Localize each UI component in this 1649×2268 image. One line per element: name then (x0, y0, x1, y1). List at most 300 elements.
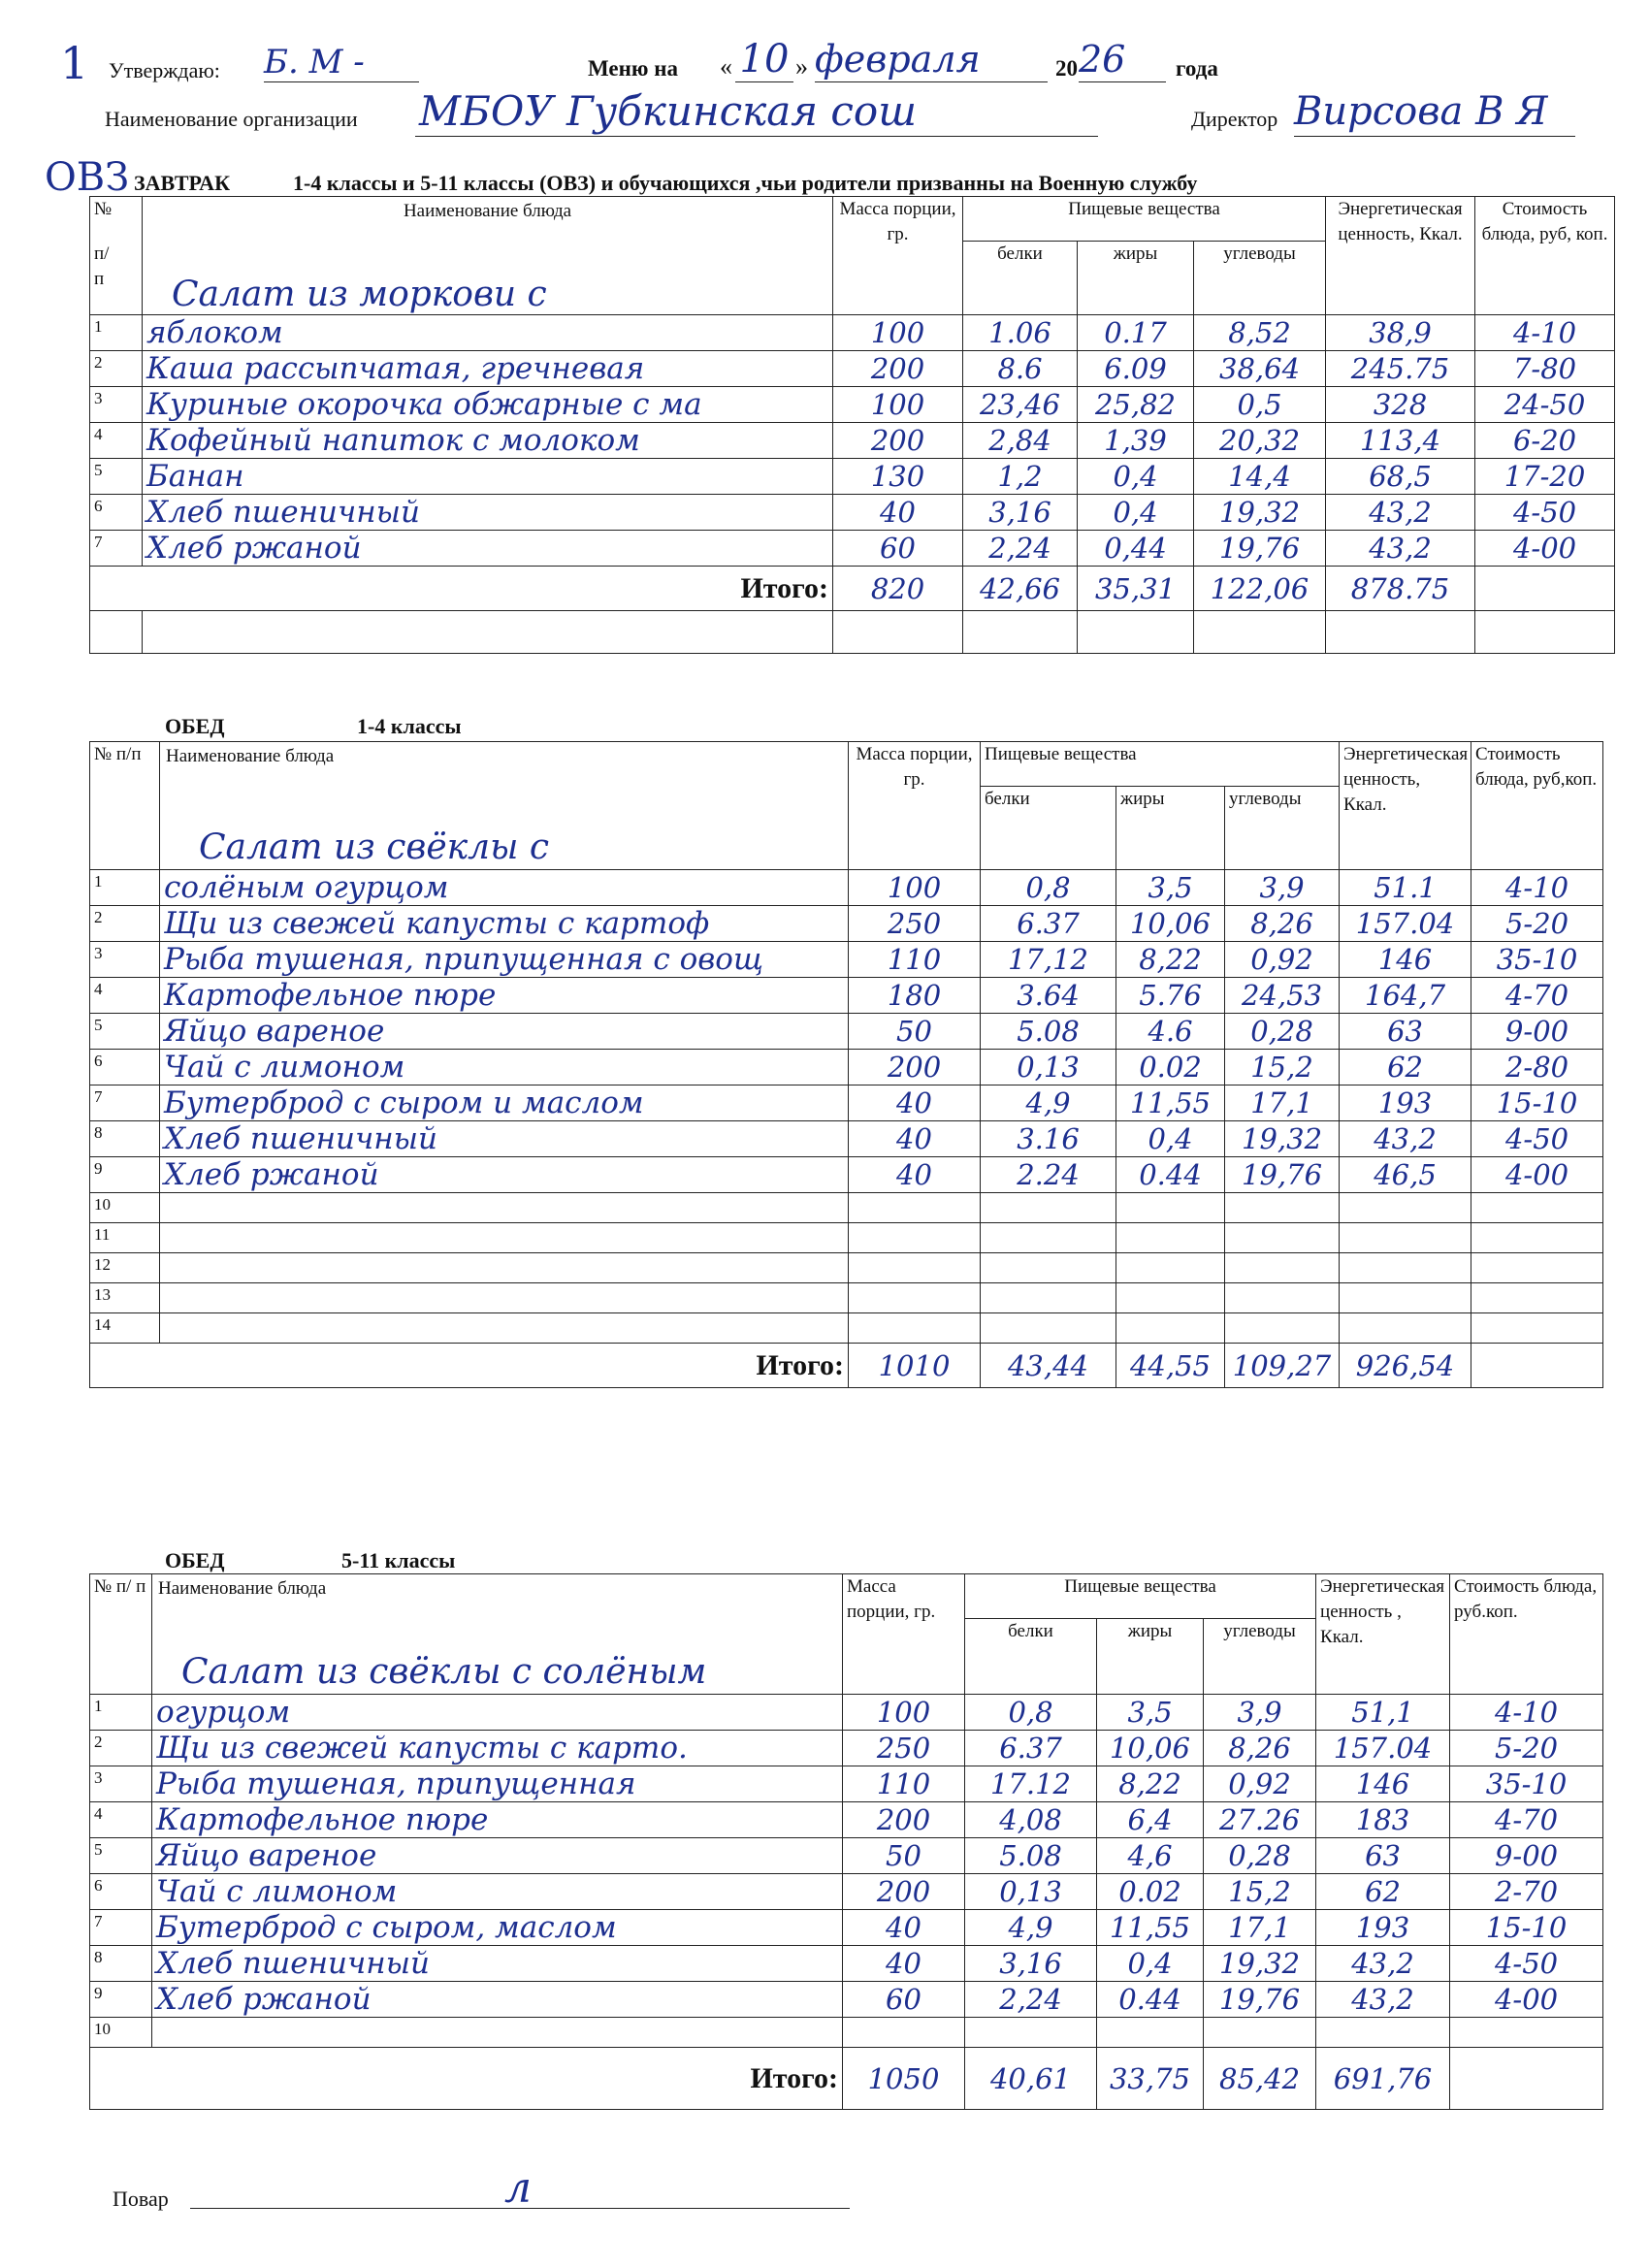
protein-value: 4,9 (965, 1910, 1097, 1946)
fat-value (1116, 1193, 1225, 1223)
table-row (90, 1121, 1603, 1157)
mass-value: 200 (843, 1874, 965, 1910)
table-row (90, 1802, 1603, 1838)
lunch-senior-subtitle: 5-11 классы (341, 1548, 456, 1572)
dish-name: Хлеб ржаной (152, 1982, 843, 2018)
row-number: 10 (90, 1193, 160, 1223)
row-number: 4 (90, 978, 160, 1014)
total-protein: 42,66 (963, 567, 1078, 611)
row-number: 3 (90, 942, 160, 978)
protein-value: 6.37 (981, 906, 1116, 942)
dish-name (160, 1283, 849, 1313)
row-number: 4 (90, 423, 143, 459)
protein-value: 1,2 (963, 459, 1078, 495)
cook-label: Повар (113, 2187, 169, 2211)
table-row (90, 351, 1615, 387)
fat-value: 6.09 (1078, 351, 1194, 387)
dish-name: Куриные окорочка обжарные с ма (143, 387, 833, 423)
cost-value: 5-20 (1471, 906, 1603, 942)
fat-value: 0,4 (1116, 1121, 1225, 1157)
row-number: 12 (90, 1253, 160, 1283)
mass-value: 100 (849, 870, 981, 906)
ovz-mark: ОВЗ (45, 155, 130, 200)
dish-name: Картофельное пюре (152, 1802, 843, 1838)
dish-name: Бутерброд с сыром, маслом (152, 1910, 843, 1946)
approve-label: Утверждаю: (109, 58, 220, 82)
mass-value: 100 (843, 1695, 965, 1731)
menu-month: февраля (815, 37, 1048, 82)
energy-value: 245.75 (1326, 351, 1475, 387)
name-header: Наименование блюда Салат из свёклы с (160, 742, 849, 870)
mass-value: 40 (843, 1910, 965, 1946)
energy-value: 193 (1316, 1910, 1450, 1946)
num-header: № п/ п (90, 1574, 152, 1695)
energy-header: Энергетическая ценность, Ккал. (1326, 197, 1475, 315)
table-row (90, 1910, 1603, 1946)
protein-value: 3,16 (963, 495, 1078, 531)
carbs-value (1204, 2018, 1316, 2048)
energy-value: 62 (1340, 1050, 1471, 1085)
dish-name: Щи из свежей капусты с картоф (160, 906, 849, 942)
mass-value: 40 (849, 1085, 981, 1121)
dish-name (152, 2018, 843, 2048)
fat-value: 4.6 (1116, 1014, 1225, 1050)
row-number: 6 (90, 1050, 160, 1085)
cost-value (1471, 1283, 1603, 1313)
cost-value: 9-00 (1450, 1838, 1603, 1874)
total-cost (1450, 2048, 1603, 2110)
protein-header: белки (965, 1619, 1097, 1695)
dish-name (160, 1313, 849, 1344)
cost-value: 4-70 (1471, 978, 1603, 1014)
mass-value: 50 (843, 1838, 965, 1874)
table-row (90, 1253, 1603, 1283)
dish-name: Хлеб ржаной (160, 1157, 849, 1193)
fat-value: 0,4 (1078, 459, 1194, 495)
cost-value: 4-10 (1475, 315, 1615, 351)
row-number: 2 (90, 351, 143, 387)
lunch-senior-pre-row: Салат из свёклы с солёным (181, 1652, 707, 1692)
protein-value: 23,46 (963, 387, 1078, 423)
mass-value: 40 (849, 1121, 981, 1157)
total-label: Итого: (90, 567, 833, 611)
dish-name (160, 1223, 849, 1253)
total-protein: 43,44 (981, 1344, 1116, 1388)
cost-value: 35-10 (1450, 1766, 1603, 1802)
energy-value: 146 (1316, 1766, 1450, 1802)
protein-value: 3.64 (981, 978, 1116, 1014)
energy-value: 43,2 (1340, 1121, 1471, 1157)
table-row (90, 1946, 1603, 1982)
mass-value: 200 (843, 1802, 965, 1838)
carbs-value (1225, 1193, 1340, 1223)
fat-value: 0.44 (1097, 1982, 1204, 2018)
protein-value: 0,8 (965, 1695, 1097, 1731)
cost-value (1471, 1253, 1603, 1283)
total-protein: 40,61 (965, 2048, 1097, 2110)
total-mass: 1010 (849, 1344, 981, 1388)
nutrients-header: Пищевые вещества (965, 1574, 1316, 1619)
cost-value: 4-00 (1475, 531, 1615, 567)
total-energy: 691,76 (1316, 2048, 1450, 2110)
carbs-value: 19,76 (1194, 531, 1326, 567)
energy-value: 157.04 (1316, 1731, 1450, 1766)
table-row (90, 1193, 1603, 1223)
lunch-senior-total-row (90, 2048, 1603, 2110)
carbs-value: 38,64 (1194, 351, 1326, 387)
protein-value (981, 1253, 1116, 1283)
protein-value: 3,16 (965, 1946, 1097, 1982)
row-number: 3 (90, 1766, 152, 1802)
carbs-value: 8,52 (1194, 315, 1326, 351)
carbs-value: 3,9 (1225, 870, 1340, 906)
fat-value: 0,44 (1078, 531, 1194, 567)
cost-header: Стоимость блюда, руб,коп. (1471, 742, 1603, 870)
fat-value: 8,22 (1097, 1766, 1204, 1802)
table-row (90, 2018, 1603, 2048)
row-number: 6 (90, 1874, 152, 1910)
energy-value: 157.04 (1340, 906, 1471, 942)
protein-value: 4,08 (965, 1802, 1097, 1838)
dish-name: Бутерброд с сыром и маслом (160, 1085, 849, 1121)
dish-name: Щи из свежей капусты с карто. (152, 1731, 843, 1766)
total-energy: 926,54 (1340, 1344, 1471, 1388)
cost-value: 5-20 (1450, 1731, 1603, 1766)
director-value: Вирсова В Я (1294, 87, 1575, 137)
table-row (90, 942, 1603, 978)
energy-value: 63 (1316, 1838, 1450, 1874)
protein-value: 2.24 (981, 1157, 1116, 1193)
mass-value: 200 (833, 423, 963, 459)
cost-value (1450, 2018, 1603, 2048)
row-number: 13 (90, 1283, 160, 1313)
carbs-value: 0,5 (1194, 387, 1326, 423)
fat-header: жиры (1097, 1619, 1204, 1695)
table-row (90, 459, 1615, 495)
table-row (90, 387, 1615, 423)
lunch-junior-total-row (90, 1344, 1603, 1388)
carbs-value: 19,76 (1204, 1982, 1316, 2018)
fat-value: 3,5 (1116, 870, 1225, 906)
table-row (90, 1874, 1603, 1910)
row-number: 14 (90, 1313, 160, 1344)
cost-value: 4-00 (1450, 1982, 1603, 2018)
table-row (90, 1050, 1603, 1085)
mass-value: 100 (833, 387, 963, 423)
energy-value (1316, 2018, 1450, 2048)
fat-value: 0.17 (1078, 315, 1194, 351)
energy-value: 146 (1340, 942, 1471, 978)
mass-value (849, 1313, 981, 1344)
row-number: 5 (90, 1014, 160, 1050)
dish-name (160, 1253, 849, 1283)
table-row (90, 870, 1603, 906)
protein-value: 0,13 (981, 1050, 1116, 1085)
table-row (90, 1157, 1603, 1193)
row-number: 2 (90, 906, 160, 942)
table-row (90, 1695, 1603, 1731)
dish-name: Банан (143, 459, 833, 495)
row-number: 10 (90, 2018, 152, 2048)
name-header: Наименование блюда Салат из моркови с (143, 197, 833, 315)
lunch-junior-title: ОБЕД (165, 714, 225, 738)
table-row (90, 906, 1603, 942)
dish-name: Картофельное пюре (160, 978, 849, 1014)
protein-value (965, 2018, 1097, 2048)
mass-value (849, 1223, 981, 1253)
mass-value (843, 2018, 965, 2048)
mass-value: 60 (833, 531, 963, 567)
org-label: Наименование организации (105, 107, 358, 131)
fat-value (1116, 1253, 1225, 1283)
carbs-value: 8,26 (1204, 1731, 1316, 1766)
dish-name: Чай с лимоном (152, 1874, 843, 1910)
carbs-value: 0,28 (1225, 1014, 1340, 1050)
cost-value: 9-00 (1471, 1014, 1603, 1050)
cost-value (1471, 1193, 1603, 1223)
carbs-value (1225, 1313, 1340, 1344)
num-header: № п/п (90, 742, 160, 870)
table-row (90, 1014, 1603, 1050)
fat-value: 10,06 (1116, 906, 1225, 942)
cost-value: 15-10 (1471, 1085, 1603, 1121)
total-mass: 820 (833, 567, 963, 611)
row-number: 1 (90, 870, 160, 906)
mass-value (849, 1193, 981, 1223)
breakfast-subtitle: 1-4 классы и 5-11 классы (ОВЗ) и обучающихся ,чьи родители призванны на Военную службу (293, 171, 1198, 195)
mass-value: 130 (833, 459, 963, 495)
table-row (90, 423, 1615, 459)
total-cost (1475, 567, 1615, 611)
cost-value (1471, 1313, 1603, 1344)
nutrients-header: Пищевые вещества (981, 742, 1340, 787)
protein-value (981, 1193, 1116, 1223)
dish-name: огурцом (152, 1695, 843, 1731)
total-label: Итого: (90, 1344, 849, 1388)
row-number: 11 (90, 1223, 160, 1253)
row-number: 5 (90, 459, 143, 495)
total-fat: 44,55 (1116, 1344, 1225, 1388)
cost-value: 6-20 (1475, 423, 1615, 459)
year-suffix: 26 (1079, 37, 1166, 82)
protein-value: 2,24 (963, 531, 1078, 567)
mass-value (849, 1283, 981, 1313)
total-carbs: 85,42 (1204, 2048, 1316, 2110)
fat-value: 8,22 (1116, 942, 1225, 978)
protein-value (981, 1283, 1116, 1313)
breakfast-table (89, 196, 1615, 654)
row-number: 8 (90, 1121, 160, 1157)
protein-header: белки (981, 787, 1116, 870)
total-mass: 1050 (843, 2048, 965, 2110)
nutrients-header: Пищевые вещества (963, 197, 1326, 242)
row-number: 1 (90, 315, 143, 351)
breakfast-total-row (90, 567, 1615, 611)
quote-open: « (720, 52, 732, 81)
energy-value: 193 (1340, 1085, 1471, 1121)
carbs-value: 8,26 (1225, 906, 1340, 942)
director-label: Директор (1191, 107, 1278, 131)
cost-header: Стоимость блюда, руб, коп. (1475, 197, 1615, 315)
lunch-junior-subtitle: 1-4 классы (357, 714, 462, 738)
row-number: 5 (90, 1838, 152, 1874)
energy-value: 51.1 (1340, 870, 1471, 906)
mass-header: Масса порции, гр. (849, 742, 981, 870)
dish-name (160, 1193, 849, 1223)
row-number: 8 (90, 1946, 152, 1982)
energy-value: 46,5 (1340, 1157, 1471, 1193)
table-row (90, 1982, 1603, 2018)
table-row (90, 531, 1615, 567)
dish-name: Хлеб пшеничный (143, 495, 833, 531)
row-number: 7 (90, 1910, 152, 1946)
total-energy: 878.75 (1326, 567, 1475, 611)
energy-value: 183 (1316, 1802, 1450, 1838)
fat-value (1116, 1283, 1225, 1313)
fat-header: жиры (1116, 787, 1225, 870)
dish-name: Чай с лимоном (160, 1050, 849, 1085)
protein-value: 4,9 (981, 1085, 1116, 1121)
table-row (90, 1223, 1603, 1253)
year-word: года (1176, 56, 1218, 81)
protein-value: 8.6 (963, 351, 1078, 387)
protein-value: 3.16 (981, 1121, 1116, 1157)
cost-value: 4-50 (1450, 1946, 1603, 1982)
energy-value: 63 (1340, 1014, 1471, 1050)
mass-value: 40 (843, 1946, 965, 1982)
table-row (90, 1838, 1603, 1874)
fat-value: 0.02 (1116, 1050, 1225, 1085)
energy-value (1340, 1223, 1471, 1253)
row-number: 2 (90, 1731, 152, 1766)
fat-value: 0,4 (1097, 1946, 1204, 1982)
carbs-value: 15,2 (1204, 1874, 1316, 1910)
dish-name: яблоком (143, 315, 833, 351)
energy-value: 43,2 (1316, 1982, 1450, 2018)
dish-name: Яйцо вареное (160, 1014, 849, 1050)
carbs-value (1225, 1223, 1340, 1253)
carbs-value: 17,1 (1225, 1085, 1340, 1121)
fat-value: 10,06 (1097, 1731, 1204, 1766)
year-prefix: 20 (1055, 56, 1078, 81)
fat-value: 5.76 (1116, 978, 1225, 1014)
row-number: 9 (90, 1157, 160, 1193)
table-row (90, 978, 1603, 1014)
fat-value: 0,4 (1078, 495, 1194, 531)
protein-value: 17.12 (965, 1766, 1097, 1802)
carbs-value: 3,9 (1204, 1695, 1316, 1731)
carbs-header: углеводы (1225, 787, 1340, 870)
menu-day: 10 (735, 37, 793, 82)
dish-name: Хлеб пшеничный (160, 1121, 849, 1157)
dish-name: Хлеб пшеничный (152, 1946, 843, 1982)
lunch-senior-title: ОБЕД (165, 1548, 225, 1572)
mass-header: Масса порции, гр. (833, 197, 963, 315)
carbs-value: 27.26 (1204, 1802, 1316, 1838)
carbs-value: 19,32 (1225, 1121, 1340, 1157)
breakfast-title: ЗАВТРАК (134, 171, 231, 195)
carbs-header: углеводы (1204, 1619, 1316, 1695)
energy-value: 43,2 (1316, 1946, 1450, 1982)
protein-value: 5.08 (965, 1838, 1097, 1874)
quote-close: » (795, 52, 808, 81)
protein-value (981, 1223, 1116, 1253)
table-row (90, 495, 1615, 531)
lunch-junior-table (89, 741, 1603, 1388)
total-carbs: 109,27 (1225, 1344, 1340, 1388)
mass-value (849, 1253, 981, 1283)
dish-name: Каша рассыпчатая, гречневая (143, 351, 833, 387)
protein-value: 0,8 (981, 870, 1116, 906)
mass-value: 200 (849, 1050, 981, 1085)
dish-name: Рыба тушеная, припущенная с овощ (160, 942, 849, 978)
protein-value (981, 1313, 1116, 1344)
breakfast-empty-row (90, 611, 1615, 654)
row-number: 9 (90, 1982, 152, 2018)
lunch-senior-table (89, 1573, 1603, 2110)
table-row (90, 1283, 1603, 1313)
energy-value (1340, 1313, 1471, 1344)
row-number: 4 (90, 1802, 152, 1838)
menu-date-label: Меню на (588, 56, 678, 81)
carbs-value: 19,32 (1204, 1946, 1316, 1982)
fat-value: 3,5 (1097, 1695, 1204, 1731)
energy-header: Энергетическая ценность , Ккал. (1316, 1574, 1450, 1695)
carbs-value: 19,32 (1194, 495, 1326, 531)
carbs-value: 20,32 (1194, 423, 1326, 459)
protein-value: 2,84 (963, 423, 1078, 459)
total-fat: 35,31 (1078, 567, 1194, 611)
fat-value: 11,55 (1116, 1085, 1225, 1121)
mass-value: 200 (833, 351, 963, 387)
fat-value (1116, 1223, 1225, 1253)
mass-value: 180 (849, 978, 981, 1014)
energy-value (1340, 1193, 1471, 1223)
carbs-value: 0,28 (1204, 1838, 1316, 1874)
carbs-value: 0,92 (1204, 1766, 1316, 1802)
cost-value: 17-20 (1475, 459, 1615, 495)
carbs-value: 14,4 (1194, 459, 1326, 495)
cost-value: 24-50 (1475, 387, 1615, 423)
org-value: МБОУ Губкинская сош (415, 87, 1098, 137)
fat-value: 25,82 (1078, 387, 1194, 423)
fat-value: 0.44 (1116, 1157, 1225, 1193)
energy-value: 38,9 (1326, 315, 1475, 351)
mass-value: 250 (849, 906, 981, 942)
protein-value: 0,13 (965, 1874, 1097, 1910)
fat-value: 1,39 (1078, 423, 1194, 459)
cost-value: 2-70 (1450, 1874, 1603, 1910)
cost-value: 4-10 (1450, 1695, 1603, 1731)
mass-value: 110 (849, 942, 981, 978)
energy-header: Энергетическая ценность, Ккал. (1340, 742, 1471, 870)
carbs-value: 15,2 (1225, 1050, 1340, 1085)
carbs-value: 0,92 (1225, 942, 1340, 978)
table-row (90, 1766, 1603, 1802)
fat-value: 11,55 (1097, 1910, 1204, 1946)
energy-value: 113,4 (1326, 423, 1475, 459)
dish-name: Хлеб ржаной (143, 531, 833, 567)
row-number: 6 (90, 495, 143, 531)
cost-value: 2-80 (1471, 1050, 1603, 1085)
table-row (90, 1731, 1603, 1766)
carbs-value: 24,53 (1225, 978, 1340, 1014)
protein-value: 6.37 (965, 1731, 1097, 1766)
cook-signature: л (504, 2163, 533, 2213)
table-row (90, 1085, 1603, 1121)
dish-name: солёным огурцом (160, 870, 849, 906)
total-cost (1471, 1344, 1603, 1388)
